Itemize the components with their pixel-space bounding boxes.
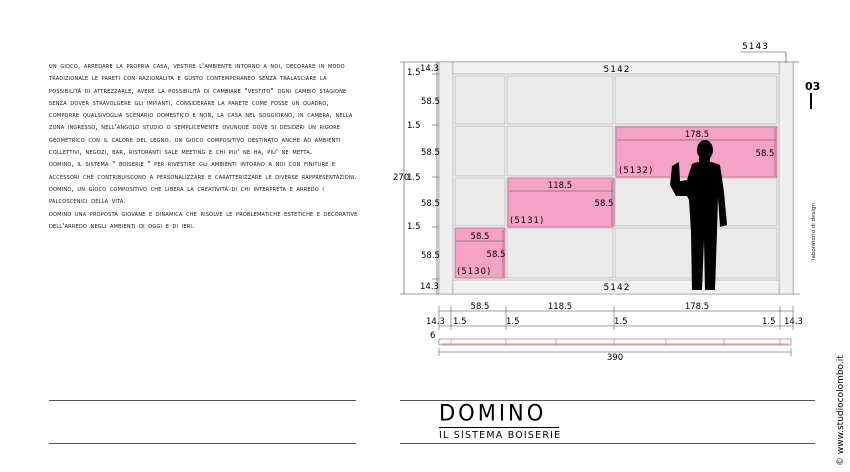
dim-left-3: 58.5 [421,97,440,107]
page-number: 03 [805,80,821,93]
bottom-width-3: 178.5 [684,302,710,312]
panel-5130-width: 58.5 [470,232,490,242]
overall-width: 390 [606,353,624,363]
side-small-text: laboratorio di design [811,203,817,260]
top-code: 5143 [742,42,769,52]
side-credit: © www.studiocolombo.it [836,355,846,466]
description-paragraph-1: un gioco, arredare la propria casa, vestire l'ambiente intorno a noi, decorare in modo tradizionale le pareti con razionalità e gusto contemporaneo senza tralasciare la possibilità di attrezzarle, avere la possibilità di cambiare "vestito" ogni cambio stagione senza dover stravolgere gli impianti, considerare la parete come fosse un quadro, comporre qualsivoglia scenario domestico e non, la casa nel soggiorno, in camera, nella zona ingresso, nell'angolo studio o semplicemente ovunque dove si desideri un rigore geometrico con il calore del legno. un gioco compositivo destinato anche ad ambienti collettivi, negozi, bar, ristoranti sale meeting e chi piu' ne ha, piu' ne metta. [49,61,353,157]
bottom-small-3: 1.5 [506,317,520,327]
dim-left-9: 58.5 [421,251,440,261]
grid-panel [455,178,505,226]
panel-5132-height: 58.5 [755,149,775,159]
panel-5131-height: 58.5 [594,199,614,209]
bottom-band-code: 5142 [603,283,631,293]
dim-left-5: 58.5 [421,148,440,158]
bottom-width-2: 118.5 [547,302,573,312]
panel-5130-height: 58.5 [486,250,506,260]
grid-panel [615,76,777,124]
bottom-small-5: 1.5 [762,317,776,327]
grid-panel [507,228,613,278]
bottom-small-1: 14.3 [426,317,445,327]
brand-title: DOMINO [439,400,547,426]
plan-depth: 6 [430,331,436,341]
description-paragraph-3: domino una proposta giovane e dinamica che risolve le problematiche estetiche e decorative dell'arredo negli ambienti di oggi e di ieri. [49,208,358,230]
description-paragraph-2: domino, il sistema " boiserie " per rivestire gli ambienti intorno a noi con finiture e accessori che contribuiscono a personalizzare e caratterizzare le diverse rappresentazioni. domino, un gioco compositivo che libera la creatività di chi interpreta e arredo i palcoscenici della vita. [49,159,358,206]
dim-left-6: 1.5 [407,173,421,183]
panel-5132-width: 178.5 [684,130,710,140]
grid-panel [507,76,613,124]
dim-left-7: 58.5 [421,199,440,209]
dim-left-1: 1.5 [407,68,421,78]
dim-left-2: 14.3 [420,64,439,74]
right-post [779,62,793,294]
bottom-width-1: 58.5 [470,302,490,312]
dim-left-10: 14.3 [420,282,439,292]
grid-panel [455,76,505,124]
panel-5131-code: (5131) [510,216,545,226]
grid-panel [455,126,505,176]
bottom-small-2: 1.5 [453,317,467,327]
grid-panel [507,126,613,176]
panel-5130-code: (5130) [457,267,492,277]
panel-5132-code: (5132) [619,166,654,176]
bottom-small-4: 1.5 [614,317,628,327]
panel-5131-width: 118.5 [547,181,573,191]
dim-left-4: 1.5 [407,121,421,131]
brand-subtitle: IL SISTEMA BOISERIE [439,430,562,441]
left-post [439,62,453,294]
bottom-small-6: 14.3 [784,317,803,327]
dim-left-8: 1.5 [407,222,421,232]
top-band-code: 5142 [603,65,631,75]
top-code-leader [740,52,786,63]
overall-height: 270 [393,173,410,183]
